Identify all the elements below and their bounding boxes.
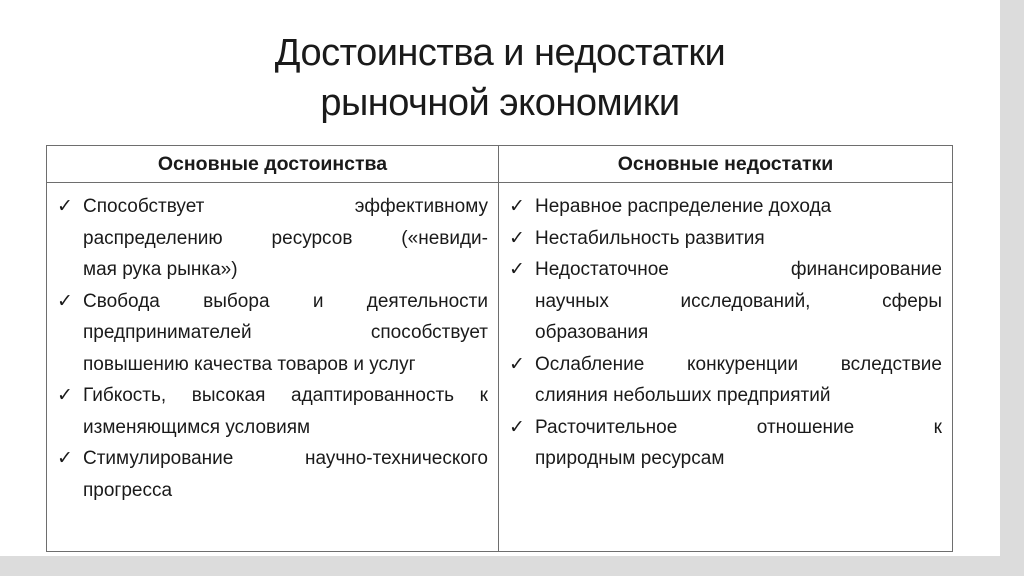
table-body-row (47, 183, 953, 552)
header-advantages: Основные достоинства (47, 146, 499, 183)
checkmark-icon: ✓ (57, 195, 73, 217)
list-item (55, 191, 488, 286)
list-item-text: изменяющимся условиям (83, 416, 311, 438)
list-item (507, 254, 942, 349)
list-item-text: Гибкость, высокая адаптированность к (83, 385, 488, 406)
list-item-text: Свобода выбора и деятельности (83, 290, 488, 312)
advantages-list (55, 191, 488, 506)
disadvantages-list (507, 191, 942, 475)
checkmark-icon: ✓ (57, 289, 73, 312)
list-item-text: Ослабление конкуренции вследствие (535, 353, 942, 375)
list-item (507, 223, 942, 255)
header-disadvantages: Основные недостатки (499, 146, 953, 183)
comparison-table (46, 145, 953, 552)
list-item-text: Нестабильность развития (535, 227, 765, 249)
title-line-1: Достоинства и недостатки (274, 32, 726, 74)
list-item-text: слияния небольших предприятий (535, 385, 831, 406)
list-item (507, 191, 942, 223)
list-item-text: природным ресурсам (535, 448, 725, 469)
list-item-text: Способствует эффективному (83, 196, 488, 217)
list-item (55, 443, 488, 506)
list-item-text: Неравное распределение дохода (535, 196, 832, 217)
table-header-row (47, 146, 953, 183)
list-item-text: прогресса (83, 479, 173, 501)
list-item-text: Недостаточное финансирование (535, 259, 942, 280)
list-item-text: предпринимателей способствует (83, 322, 488, 343)
title-line-2: рыночной экономики (320, 82, 680, 124)
list-item-text: мая рука рынка») (83, 259, 238, 280)
list-item (507, 349, 942, 412)
list-item-text: образования (535, 322, 649, 343)
list-item (55, 286, 488, 381)
checkmark-icon: ✓ (57, 447, 73, 469)
disadvantages-cell (499, 183, 953, 552)
list-item-text: распределению ресурсов («невиди- (83, 227, 488, 249)
advantages-cell (47, 183, 499, 552)
list-item-text: научных исследований, сферы (535, 290, 942, 312)
list-item-text: повышению качества товаров и услуг (83, 353, 416, 375)
checkmark-icon: ✓ (509, 195, 525, 217)
checkmark-icon: ✓ (509, 226, 525, 249)
list-item-text: Расточительное отношение к (535, 416, 942, 438)
list-item-text: Стимулирование научно-технического (83, 448, 488, 469)
checkmark-icon: ✓ (509, 415, 525, 438)
list-item (507, 412, 942, 475)
checkmark-icon: ✓ (57, 384, 73, 406)
slide-title (0, 28, 1000, 128)
list-item (55, 380, 488, 443)
checkmark-icon: ✓ (509, 352, 525, 375)
checkmark-icon: ✓ (509, 258, 525, 280)
